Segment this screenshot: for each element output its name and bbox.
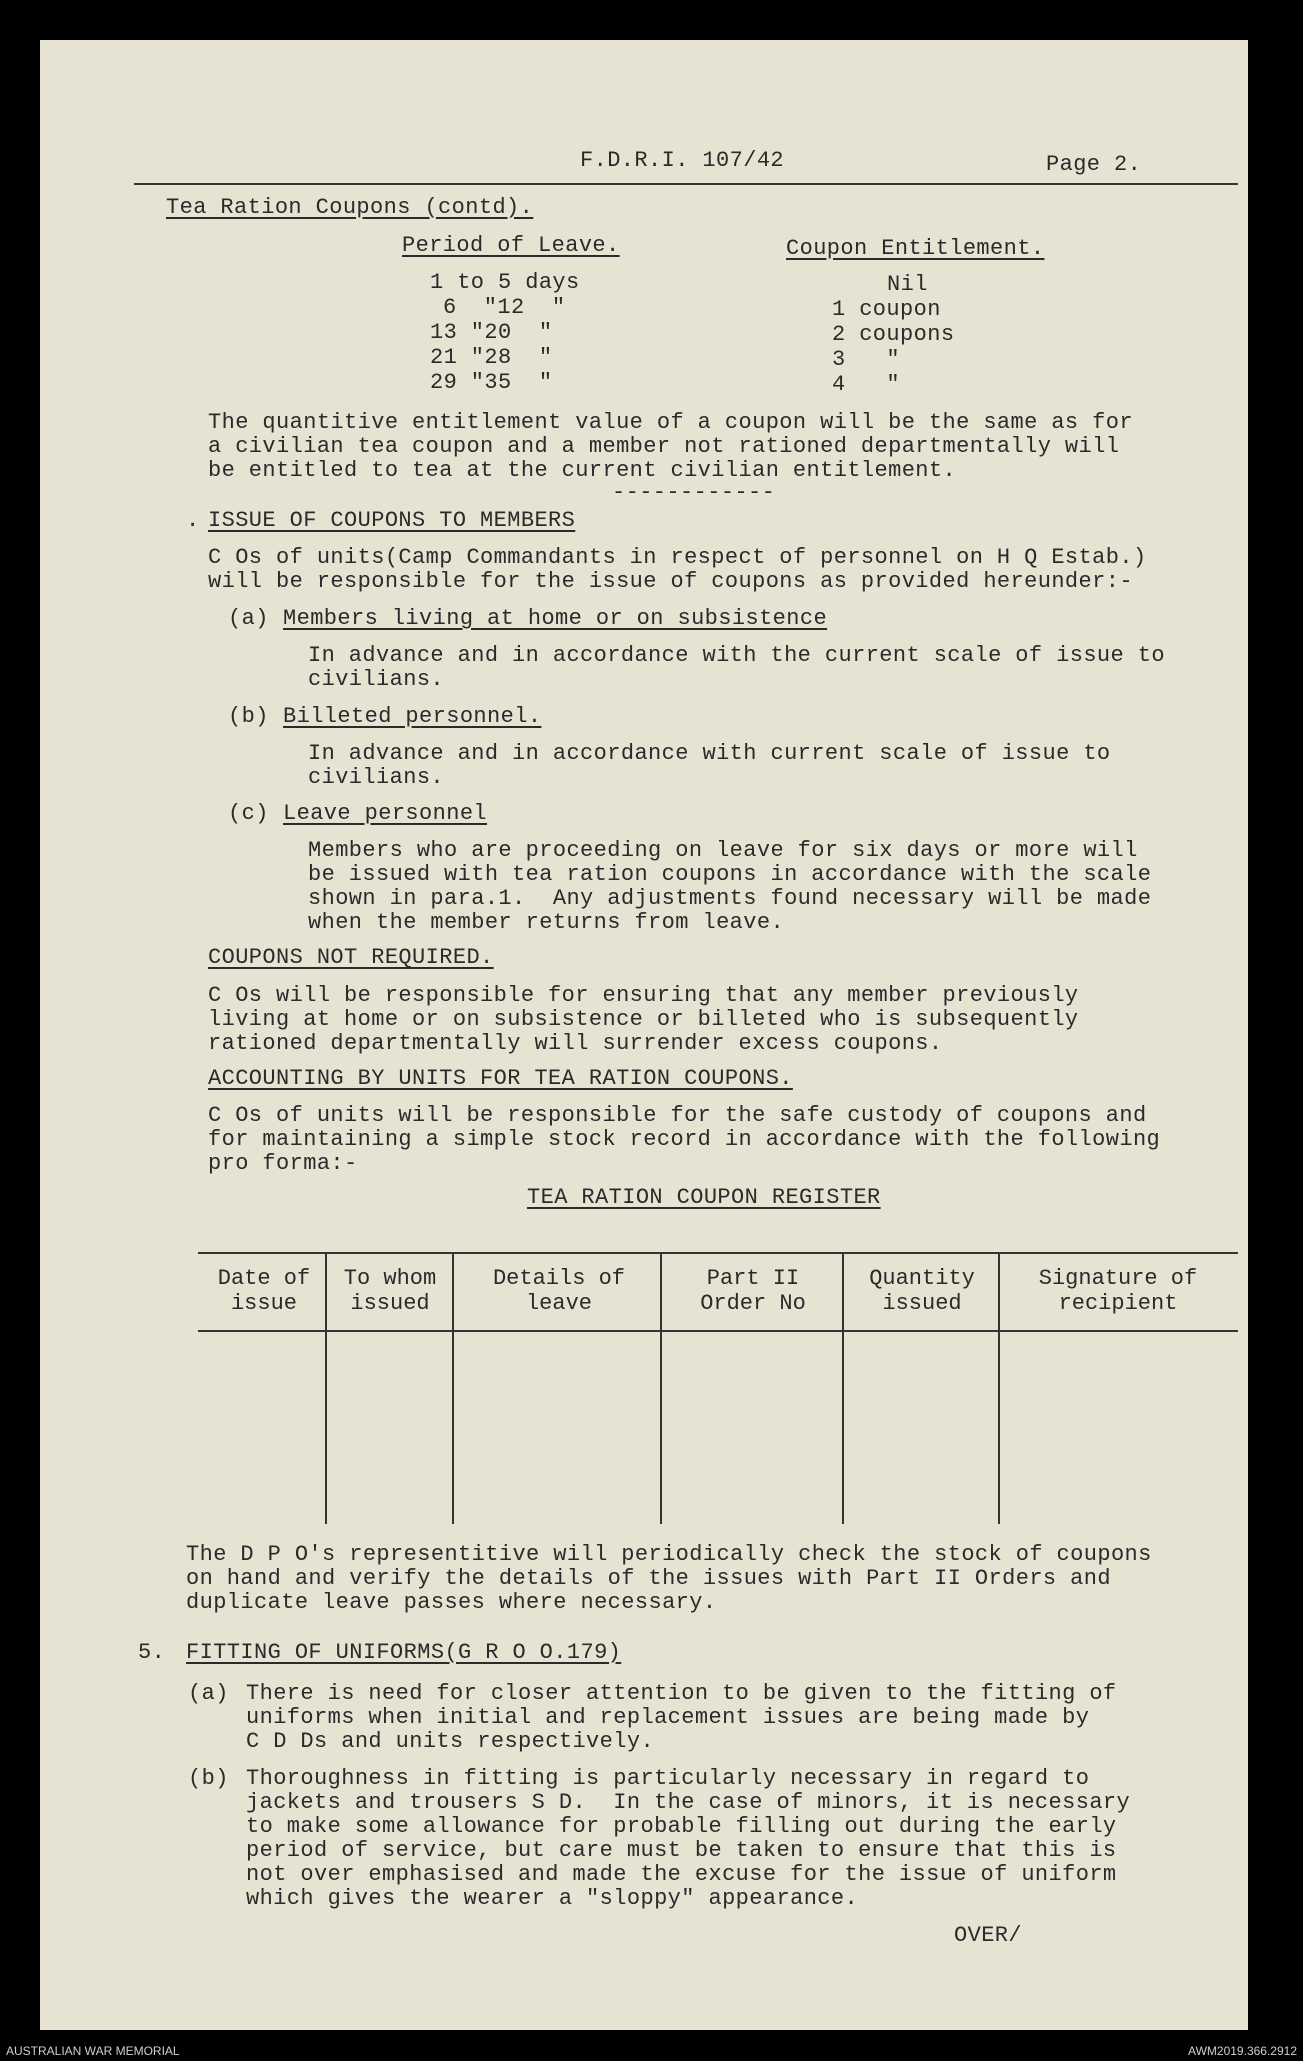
column-header-signature: Signature of recipient [1038, 1266, 1198, 1316]
period-row: 1 to 5 days [430, 270, 580, 295]
section-title-contd: Tea Ration Coupons (contd). [166, 195, 534, 220]
fitting-line: not over emphasised and made the excuse for the issue of uniform [246, 1862, 1117, 1887]
accounting-line: for maintaining a simple stock record in accordance with the following [208, 1127, 1161, 1152]
table-column-rule [998, 1252, 1000, 1524]
fitting-line: Thoroughness in fitting is particularly necessary in regard to [246, 1766, 1090, 1791]
period-row: 21 "28 " [430, 345, 553, 370]
fitting-title: FITTING OF UNIFORMS(G R O O.179) [186, 1640, 622, 1665]
column-header-details: Details of leave [492, 1266, 626, 1316]
fitting-line: jackets and trousers S D. In the case of minors, it is necessary [246, 1790, 1131, 1815]
item-marker: (a) [188, 1681, 229, 1706]
item-body-line: civilians. [308, 765, 445, 790]
archive-reference: AWM2019.366.2912 [1188, 2044, 1297, 2058]
not-required-line: rationed departmentally will surrender excess coupons. [208, 1031, 943, 1056]
period-of-leave-header: Period of Leave. [402, 233, 620, 258]
bullet-mark: . [186, 508, 200, 533]
table-header-rule [198, 1330, 1238, 1332]
paragraph-line: be entitled to tea at the current civilian entitlement. [208, 458, 957, 483]
not-required-line: living at home or on subsistence or billeted who is subsequently [208, 1007, 1079, 1032]
document-page [40, 40, 1248, 2030]
column-header-quantity: Quantity issued [869, 1266, 975, 1316]
period-row: 6 "12 " [443, 295, 566, 320]
register-title: TEA RATION COUPON REGISTER [527, 1185, 881, 1210]
fitting-line: period of service, but care must be taken to ensure that this is [246, 1838, 1117, 1863]
item-marker: (c) [228, 801, 269, 826]
section-number: 5. [138, 1640, 166, 1665]
issue-intro-line: will be responsible for the issue of coupons as provided hereunder:- [208, 569, 1133, 594]
accounting-line: C Os of units will be responsible for the safe custody of coupons and [208, 1103, 1147, 1128]
fitting-line: uniforms when initial and replacement issues are being made by [246, 1705, 1090, 1730]
accounting-title: ACCOUNTING BY UNITS FOR TEA RATION COUPONS. [208, 1066, 793, 1091]
item-body-line: shown in para.1. Any adjustments found necessary will be made [308, 886, 1152, 911]
paragraph-line: The quantitive entitlement value of a coupon will be the same as for [208, 410, 1133, 435]
page-number: Page 2. [1046, 152, 1142, 177]
coupon-row: 3 " [832, 347, 901, 372]
table-column-rule [660, 1252, 662, 1524]
item-marker: (b) [228, 704, 269, 729]
header-rule [134, 183, 1238, 185]
item-body-line: In advance and in accordance with the current scale of issue to [308, 643, 1165, 668]
table-column-rule [452, 1252, 454, 1524]
fitting-line: C D Ds and units respectively. [246, 1729, 655, 1754]
column-header-order-no: Part II Order No [700, 1266, 806, 1316]
issue-section-title: ISSUE OF COUPONS TO MEMBERS [208, 508, 576, 533]
after-table-line: on hand and verify the details of the issues with Part II Orders and [186, 1566, 1111, 1591]
section-divider: ------------ [612, 480, 776, 505]
issue-intro-line: C Os of units(Camp Commandants in respect of personnel on H Q Estab.) [208, 545, 1147, 570]
item-body-line: civilians. [308, 667, 445, 692]
fitting-line: to make some allowance for probable filling out during the early [246, 1814, 1117, 1839]
archive-credit: AUSTRALIAN WAR MEMORIAL [6, 2044, 180, 2058]
table-column-rule [325, 1252, 327, 1524]
item-heading: Billeted personnel. [283, 704, 542, 729]
coupon-entitlement-header: Coupon Entitlement. [786, 236, 1045, 261]
column-header-to-whom: To whom issued [343, 1266, 437, 1316]
paragraph-line: a civilian tea coupon and a member not rationed departmentally will [208, 434, 1120, 459]
fitting-line: which gives the wearer a "sloppy" appearance. [246, 1886, 859, 1911]
table-column-rule [842, 1252, 844, 1524]
accounting-line: pro forma:- [208, 1151, 358, 1176]
coupon-row: Nil [887, 272, 928, 297]
item-body-line: Members who are proceeding on leave for six days or more will [308, 838, 1138, 863]
not-required-title: COUPONS NOT REQUIRED. [208, 945, 494, 970]
after-table-line: duplicate leave passes where necessary. [186, 1590, 717, 1615]
coupon-row: 1 coupon [832, 297, 941, 322]
coupon-row: 4 " [832, 372, 901, 397]
item-marker: (b) [188, 1766, 229, 1791]
item-marker: (a) [228, 606, 269, 631]
coupon-row: 2 coupons [832, 322, 955, 347]
period-row: 29 "35 " [430, 370, 553, 395]
table-top-rule [198, 1252, 1238, 1254]
item-heading: Leave personnel [283, 801, 488, 826]
item-body-line: be issued with tea ration coupons in accordance with the scale [308, 862, 1152, 887]
fitting-line: There is need for closer attention to be given to the fitting of [246, 1681, 1117, 1706]
coupon-register-table [198, 1252, 1238, 1524]
document-reference: F.D.R.I. 107/42 [580, 148, 785, 173]
item-body-line: In advance and in accordance with current scale of issue to [308, 741, 1111, 766]
column-header-date: Date of issue [217, 1266, 311, 1316]
item-body-line: when the member returns from leave. [308, 910, 785, 935]
after-table-line: The D P O's representitive will periodically check the stock of coupons [186, 1542, 1152, 1567]
period-row: 13 "20 " [430, 320, 553, 345]
item-heading: Members living at home or on subsistence [283, 606, 828, 631]
over-marker: OVER/ [954, 1923, 1023, 1948]
not-required-line: C Os will be responsible for ensuring that any member previously [208, 983, 1079, 1008]
